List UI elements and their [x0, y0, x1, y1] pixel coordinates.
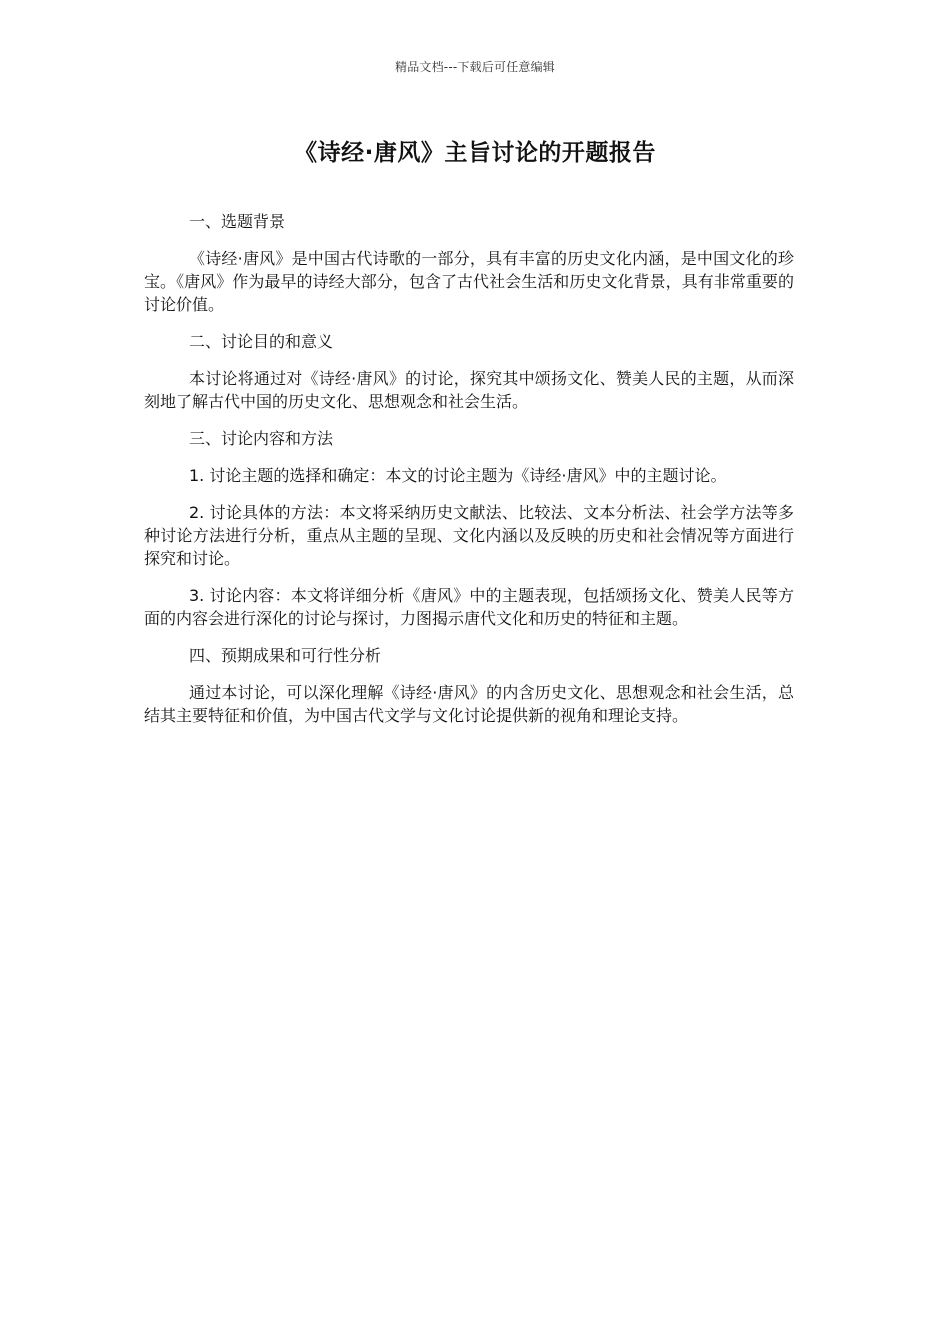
section-background: [144, 210, 794, 316]
paragraph: 1. 讨论主题的选择和确定：本文的讨论主题为《诗经·唐风》中的主题讨论。: [189, 466, 727, 485]
section-heading: 二、讨论目的和意义: [189, 332, 334, 351]
section-heading: 一、选题背景: [189, 212, 286, 231]
paragraph: 2. 讨论具体的方法：本文将采纳历史文献法、比较法、文本分析法、社会学方法等多种讨论方法进行分析，重点从主题的呈现、文化内涵以及反映的历史和社会情况等方面进行探究和讨论。: [144, 503, 794, 568]
section-expected-results: [144, 644, 794, 727]
section-heading: 三、讨论内容和方法: [189, 429, 334, 448]
section-heading: 四、预期成果和可行性分析: [189, 646, 382, 665]
section-content-methods: [144, 427, 794, 630]
header-note: 精品文档---下载后可任意编辑: [395, 60, 555, 74]
section-purpose: [144, 330, 794, 413]
document-body: [144, 210, 794, 741]
paragraph: 3. 讨论内容：本文将详细分析《唐风》中的主题表现，包括颂扬文化、赞美人民等方面的内容会进行深化的讨论与探讨，力图揭示唐代文化和历史的特征和主题。: [144, 586, 794, 628]
paragraph: 《诗经·唐风》是中国古代诗歌的一部分，具有丰富的历史文化内涵，是中国文化的珍宝。《唐风》作为最早的诗经大部分，包含了古代社会生活和历史文化背景，具有非常重要的讨论价值。: [144, 249, 794, 314]
paragraph: 通过本讨论，可以深化理解《诗经·唐风》的内含历史文化、思想观念和社会生活，总结其主要特征和价值，为中国古代文学与文化讨论提供新的视角和理论支持。: [144, 683, 794, 725]
document-title: 《诗经·唐风》主旨讨论的开题报告: [294, 140, 656, 166]
paragraph: 本讨论将通过对《诗经·唐风》的讨论，探究其中颂扬文化、赞美人民的主题，从而深刻地了解古代中国的历史文化、思想观念和社会生活。: [144, 369, 794, 411]
